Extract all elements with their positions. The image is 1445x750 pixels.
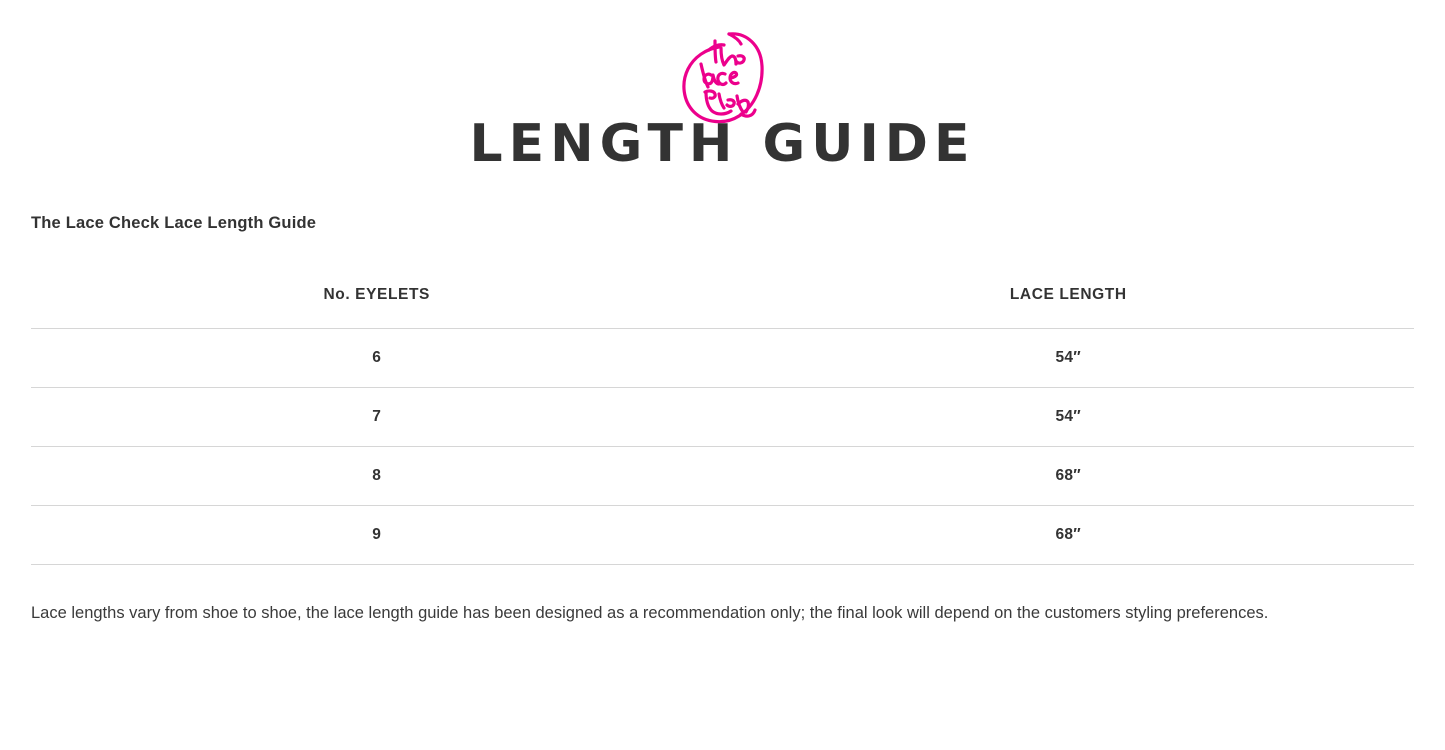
table-row (31, 447, 1414, 506)
table-header-row (31, 285, 1414, 329)
cell-lace-length: 54″ (723, 388, 1415, 447)
cell-eyelets: 8 (31, 447, 723, 506)
table-row (31, 388, 1414, 447)
cell-lace-length: 54″ (723, 329, 1415, 388)
lace-length-table (31, 285, 1414, 565)
cell-lace-length: 68″ (723, 506, 1415, 565)
cell-eyelets: 7 (31, 388, 723, 447)
the-lace-check-script-logo-icon (675, 28, 771, 128)
column-header-eyelets: No. EYELETS (323, 286, 430, 303)
brand-logo (0, 0, 1445, 110)
table-head (31, 285, 1414, 329)
page-title: LENGTH GUIDE (469, 114, 976, 174)
cell-lace-length: 68″ (723, 447, 1415, 506)
table-row (31, 506, 1414, 565)
cell-eyelets: 6 (31, 329, 723, 388)
size-table-container (31, 285, 1414, 565)
footnote-text: Lace lengths vary from shoe to shoe, the lace length guide has been designed as a recommendation only; the final look will depend on the customers styling preferences. (31, 604, 1269, 622)
table-body (31, 329, 1414, 565)
table-row (31, 329, 1414, 388)
column-header-lace-length: LACE LENGTH (1009, 286, 1127, 303)
cell-eyelets: 9 (31, 506, 723, 565)
guide-subtitle: The Lace Check Lace Length Guide (31, 214, 317, 232)
